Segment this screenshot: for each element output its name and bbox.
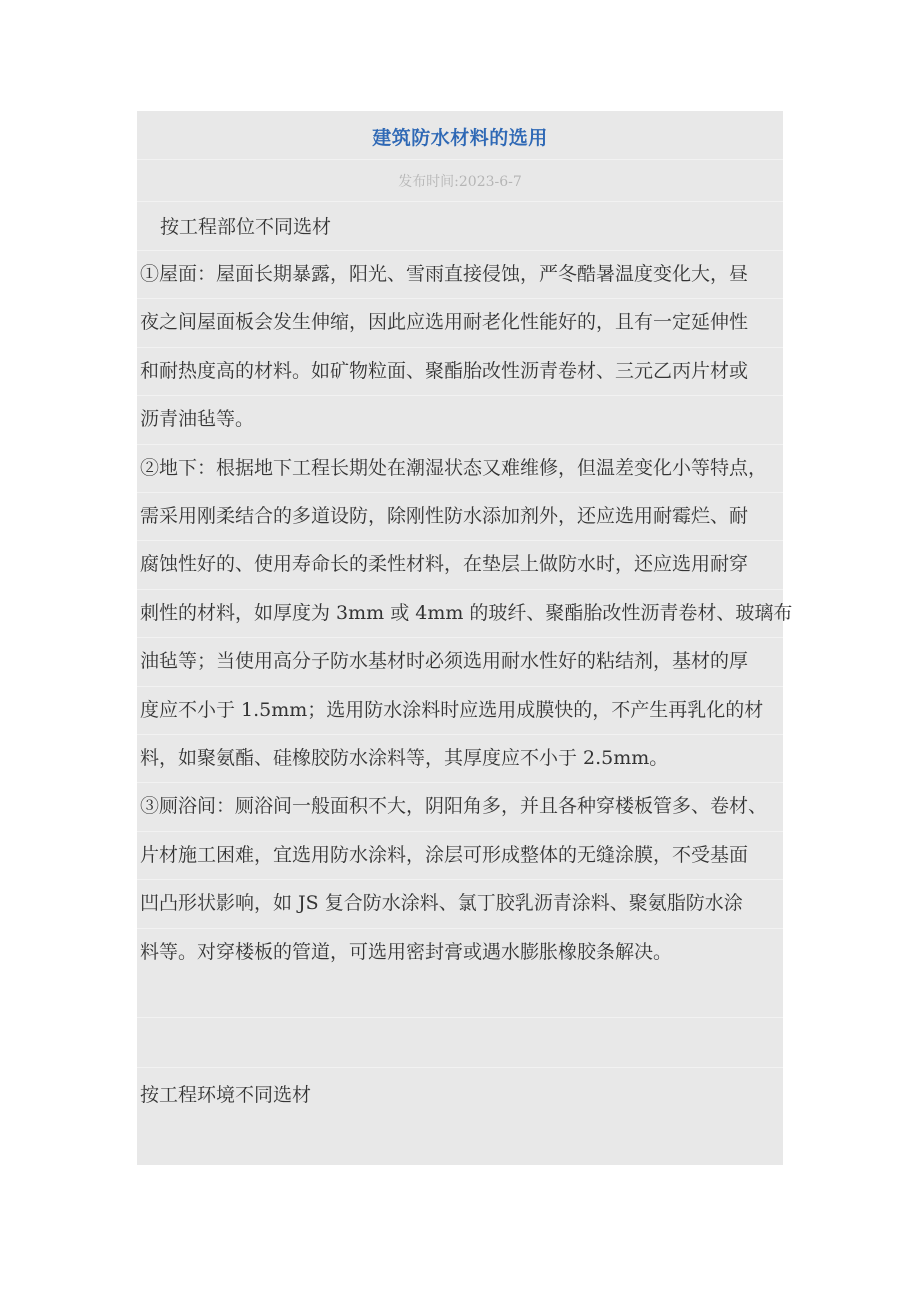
section-heading-environment: 按工程环境不同选材 (140, 1084, 312, 1106)
paragraph-line: ①屋面：屋面长期暴露，阳光、雪雨直接侵蚀，严冬酷暑温度变化大，昼 (140, 263, 749, 285)
row-divider (137, 589, 783, 590)
row-divider (137, 250, 783, 251)
paragraph-line: 料，如聚氨酯、硅橡胶防水涂料等，其厚度应不小于 2.5mm。 (140, 747, 669, 769)
article-title: 建筑防水材料的选用 (372, 127, 548, 149)
paragraph-line: 度应不小于 1.5mm；选用防水涂料时应选用成膜快的，不产生再乳化的材 (140, 699, 764, 721)
paragraph-line: 油毡等；当使用高分子防水基材时必须选用耐水性好的粘结剂，基材的厚 (140, 650, 749, 672)
paragraph-line: 夜之间屋面板会发生伸缩，因此应选用耐老化性能好的，且有一定延伸性 (140, 311, 749, 333)
row-divider (137, 159, 783, 160)
paragraph-line: 刺性的材料，如厚度为 3mm 或 4mm 的玻纤、聚酯胎改性沥青卷材、玻璃布 (140, 602, 793, 624)
row-divider (137, 444, 783, 445)
publish-time: 发布时间:2023-6-7 (398, 174, 522, 190)
paragraph-line: 料等。对穿楼板的管道，可选用密封膏或遇水膨胀橡胶条解决。 (140, 941, 673, 963)
paragraph-line: 和耐热度高的材料。如矿物粒面、聚酯胎改性沥青卷材、三元乙丙片材或 (140, 360, 749, 382)
section-heading-location: 按工程部位不同选材 (160, 216, 332, 238)
row-divider (137, 734, 783, 735)
paragraph-line: 沥青油毡等。 (140, 408, 255, 430)
row-divider (137, 928, 783, 929)
row-divider (137, 879, 783, 880)
paragraph-line: ③厕浴间：厕浴间一般面积不大，阴阳角多，并且各种穿楼板管多、卷材、 (140, 795, 768, 817)
row-divider (137, 540, 783, 541)
paragraph-line: 腐蚀性好的、使用寿命长的柔性材料，在垫层上做防水时，还应选用耐穿 (140, 553, 749, 575)
row-divider (137, 831, 783, 832)
row-divider (137, 201, 783, 202)
row-divider (137, 492, 783, 493)
paragraph-line: 凹凸形状影响，如 JS 复合防水涂料、氯丁胶乳沥青涂料、聚氨脂防水涂 (140, 892, 743, 914)
row-divider (137, 637, 783, 638)
paragraph-line: 片材施工困难，宜选用防水涂料，涂层可形成整体的无缝涂膜，不受基面 (140, 844, 749, 866)
paragraph-line: 需采用刚柔结合的多道设防，除刚性防水添加剂外，还应选用耐霉烂、耐 (140, 505, 749, 527)
row-divider (137, 298, 783, 299)
row-divider (137, 1017, 783, 1018)
row-divider (137, 782, 783, 783)
row-divider (137, 686, 783, 687)
row-divider (137, 1067, 783, 1068)
row-divider (137, 347, 783, 348)
article-container (137, 111, 793, 1165)
paragraph-line: ②地下：根据地下工程长期处在潮湿状态又难维修，但温差变化小等特点， (140, 457, 768, 479)
row-divider (137, 395, 783, 396)
